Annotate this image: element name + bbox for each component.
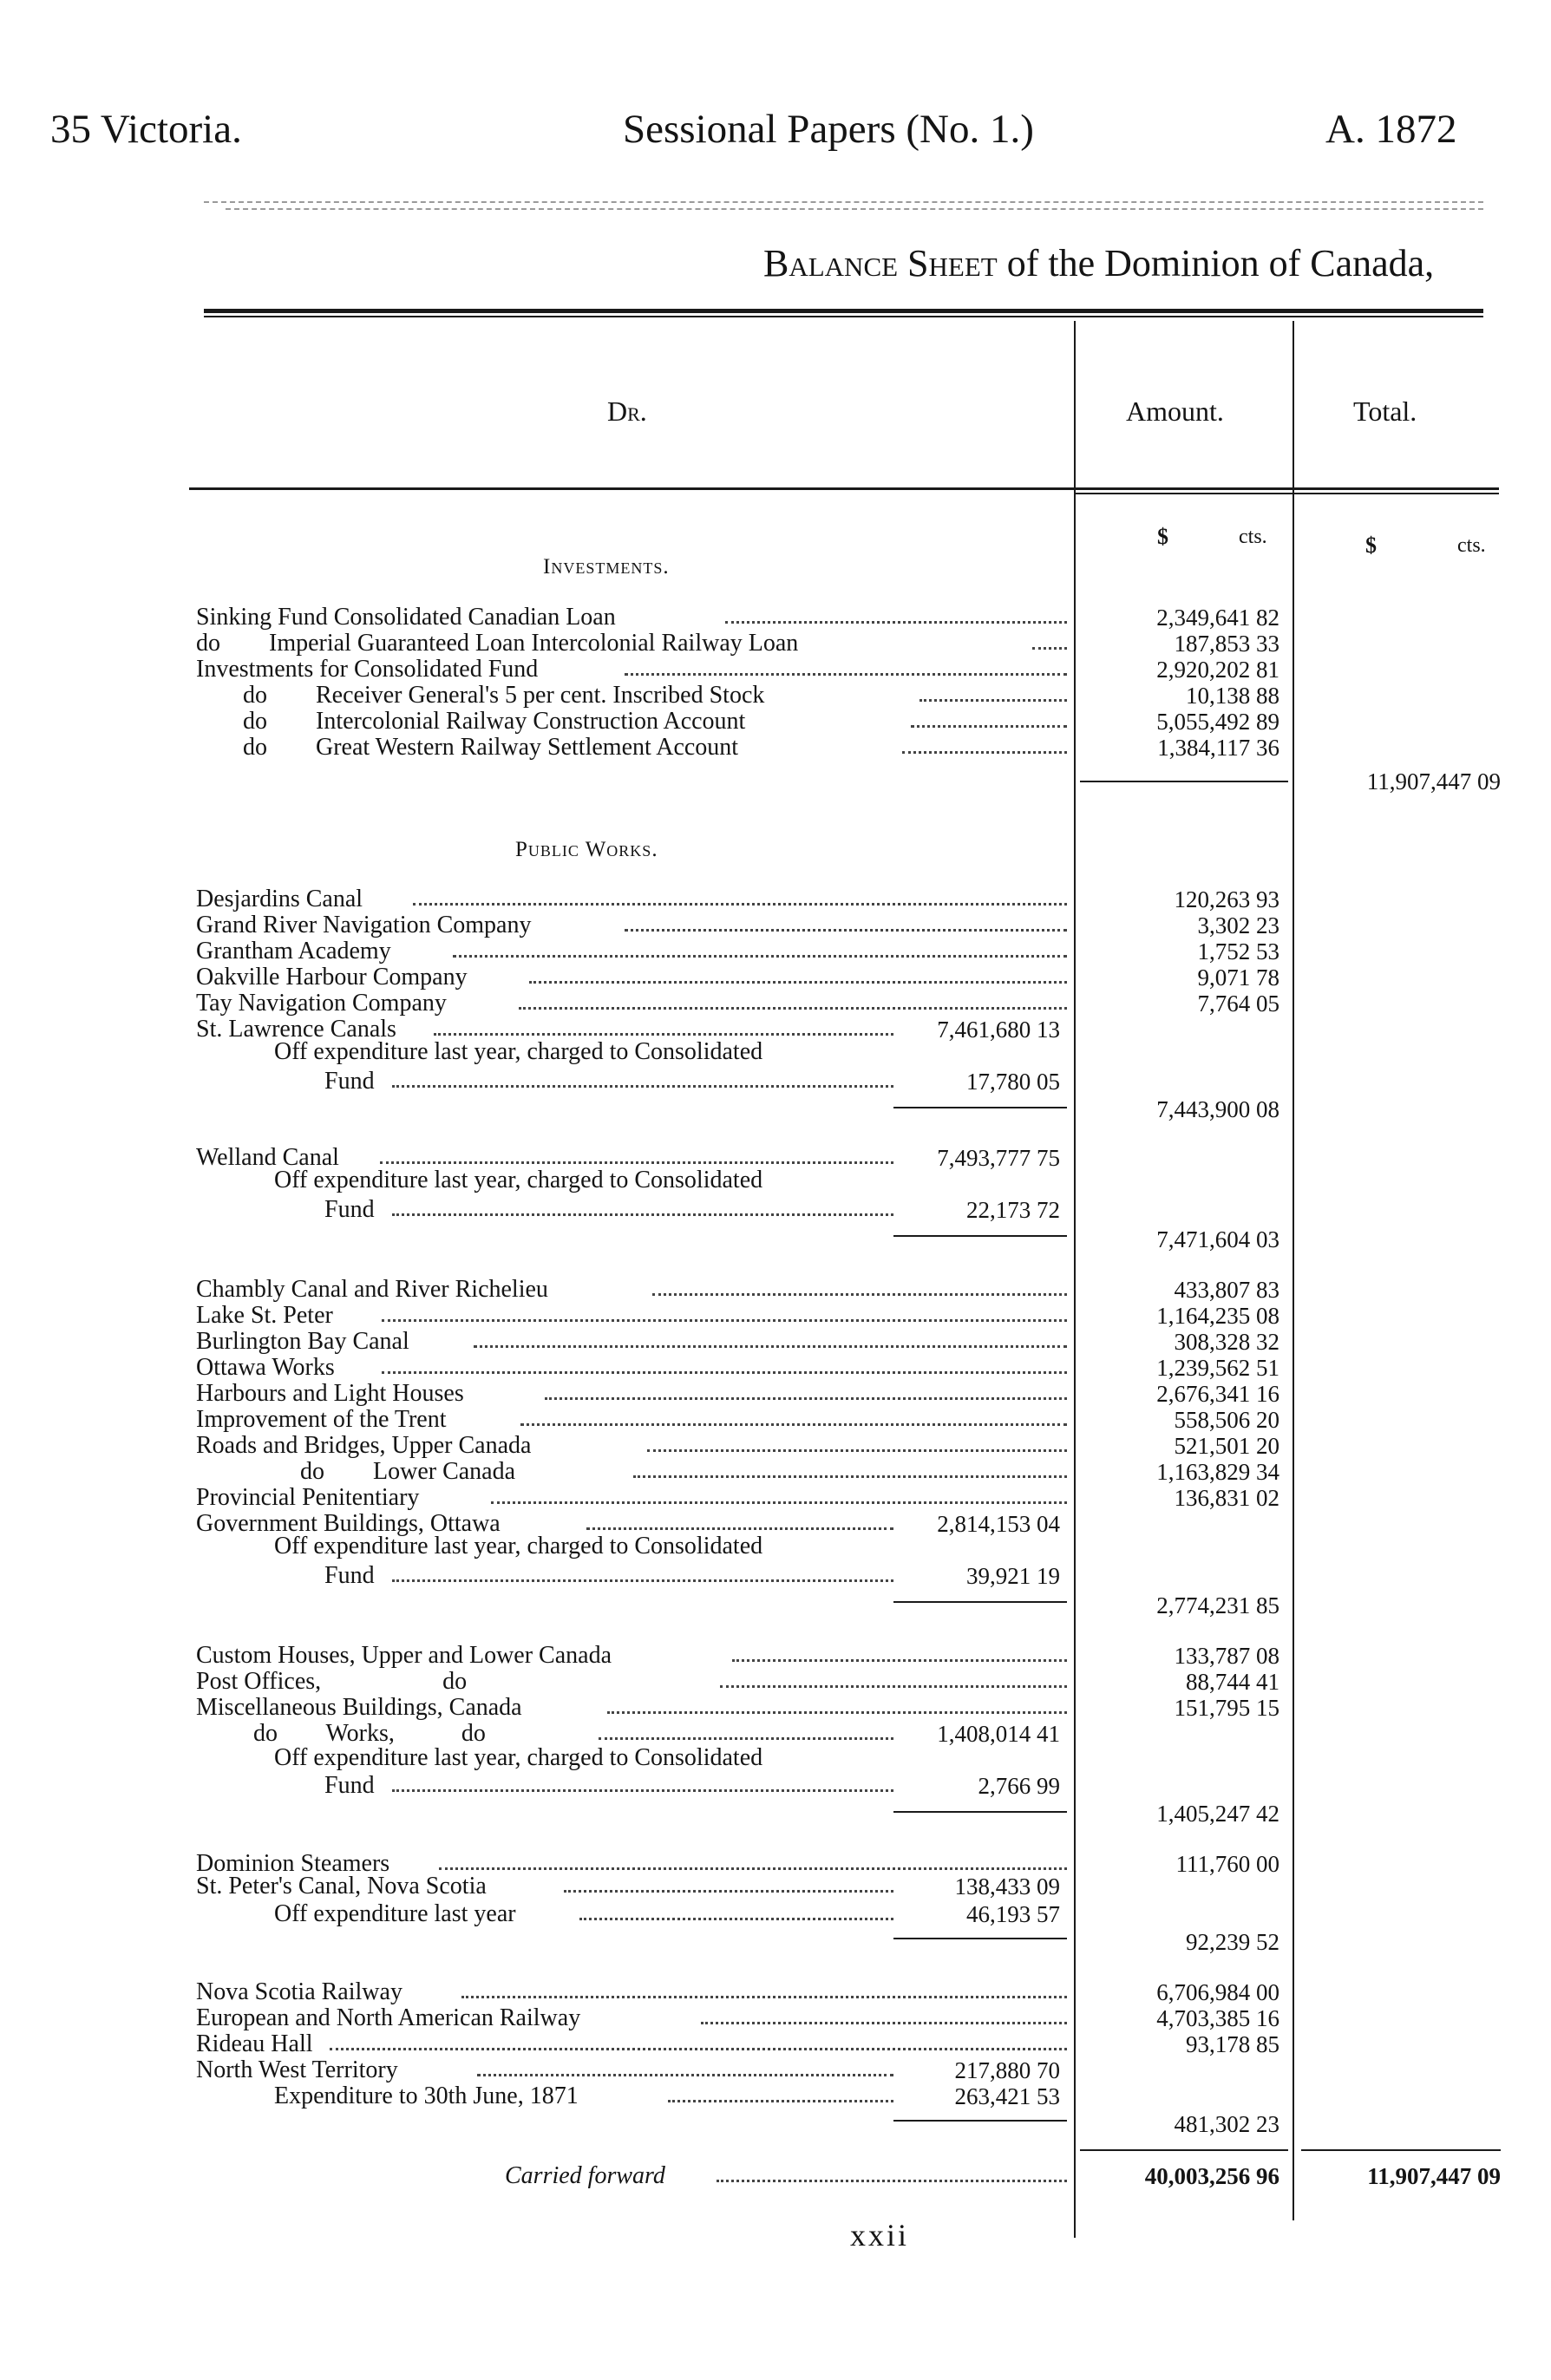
leader-dots — [911, 725, 1067, 728]
row-label: Off expenditure last year, charged to Consolidated — [274, 1744, 763, 1771]
leader-dots — [579, 1918, 893, 1920]
leader-dots — [453, 955, 1067, 958]
ledger-row — [0, 1979, 1551, 2005]
title-caps: Balance Sheet — [763, 242, 998, 284]
leader-dots — [652, 1293, 1067, 1296]
sub-amount: 1,408,014 41 — [937, 1721, 1060, 1747]
ledger-row — [0, 735, 1551, 761]
row-label: Sinking Fund Consolidated Canadian Loan — [196, 604, 616, 631]
ledger-row — [0, 964, 1551, 991]
carried-forward-row — [0, 2163, 1551, 2189]
ledger-row — [0, 1669, 1551, 1695]
amount-dollar-sign: $ — [1157, 524, 1168, 549]
leader-dots — [474, 1345, 1067, 1348]
leader-dots — [380, 1161, 893, 1164]
leader-dots — [461, 1996, 1067, 1998]
leader-dots — [520, 1423, 1067, 1426]
ledger-row — [0, 1773, 1551, 1799]
ledger-row — [0, 2057, 1551, 2083]
row-label: do Great Western Railway Settlement Account — [243, 734, 739, 761]
leader-dots — [477, 2074, 893, 2076]
ledger-row — [0, 657, 1551, 683]
ledger-row — [0, 1069, 1551, 1095]
document-year: A. 1872 — [1325, 107, 1457, 152]
ledger-row — [0, 1329, 1551, 1355]
sub-amount: 2,814,153 04 — [937, 1511, 1060, 1537]
row-amount: 3,302 23 — [1197, 912, 1279, 938]
row-label: Harbours and Light Houses — [196, 1380, 464, 1407]
row-label: Nova Scotia Railway — [196, 1978, 402, 2005]
row-amount: 111,760 00 — [1175, 1851, 1279, 1877]
sub-amount: 17,780 05 — [966, 1069, 1060, 1095]
leader-dots — [732, 1659, 1067, 1662]
sub-amount: 138,433 09 — [954, 1873, 1060, 1899]
row-label: Fund — [324, 1068, 375, 1095]
amount-heading: Amount. — [1126, 396, 1224, 427]
ledger-row — [0, 1277, 1551, 1303]
row-amount: 308,328 32 — [1174, 1329, 1279, 1355]
row-amount: 1,163,829 34 — [1156, 1459, 1279, 1485]
row-amount: 2,349,641 82 — [1156, 605, 1279, 631]
leader-dots — [434, 1033, 893, 1036]
sub-amount: 22,173 72 — [966, 1197, 1060, 1223]
row-label: Grantham Academy — [196, 938, 391, 964]
row-amount: 120,263 93 — [1174, 886, 1279, 912]
row-label: do Lower Canada — [300, 1458, 516, 1485]
row-label: do Works, do — [253, 1720, 486, 1747]
ledger-row — [0, 1801, 1551, 1827]
ledger-row — [0, 2031, 1551, 2057]
sub-amount: 2,766 99 — [978, 1773, 1060, 1799]
row-amount: 1,239,562 51 — [1156, 1355, 1279, 1381]
row-label: Government Buildings, Ottawa — [196, 1510, 501, 1537]
leader-dots — [607, 1711, 1067, 1714]
row-label: Fund — [324, 1196, 375, 1223]
ledger-row — [0, 1592, 1551, 1618]
leader-dots — [392, 1579, 893, 1582]
row-label: Post Offices, do — [196, 1668, 468, 1695]
row-label: do Intercolonial Railway Construction Account — [243, 708, 746, 735]
public-works-heading: Public Works. — [515, 838, 658, 861]
row-amount: 521,501 20 — [1174, 1433, 1279, 1459]
ledger-row — [0, 1873, 1551, 1899]
ledger-row — [0, 1533, 1551, 1559]
ledger-row — [0, 1563, 1551, 1589]
row-label: do Imperial Guaranteed Loan Intercolonial Railway Loan — [196, 630, 799, 657]
row-amount: 1,752 53 — [1197, 938, 1279, 964]
total-heading: Total. — [1353, 396, 1417, 427]
row-amount: 9,071 78 — [1197, 964, 1279, 991]
sub-amount: 39,921 19 — [966, 1563, 1060, 1589]
row-label: Dominion Steamers — [196, 1850, 390, 1877]
ledger-row — [0, 1303, 1551, 1329]
row-label: Desjardins Canal — [196, 886, 363, 912]
leader-dots — [382, 1371, 1067, 1374]
amount-cents-label: cts. — [1239, 526, 1267, 548]
leader-dots — [439, 1867, 1067, 1870]
ledger-row — [0, 2005, 1551, 2031]
sub-amount: 263,421 53 — [954, 2083, 1060, 2109]
leader-dots — [633, 1475, 1067, 1478]
ledger-row — [0, 1901, 1551, 1927]
ledger-row — [0, 1096, 1551, 1122]
ledger-row — [0, 2111, 1551, 2137]
row-label: Lake St. Peter — [196, 1302, 333, 1329]
row-amount: 2,774,231 85 — [1156, 1592, 1279, 1618]
leader-dots — [647, 1449, 1067, 1452]
row-label: Off expenditure last year, charged to Consolidated — [274, 1038, 763, 1065]
row-label: Chambly Canal and River Richelieu — [196, 1276, 548, 1303]
row-label: Fund — [324, 1562, 375, 1589]
leader-dots — [392, 1213, 893, 1216]
row-label: Investments for Consolidated Fund — [196, 656, 539, 683]
ledger-row — [0, 1226, 1551, 1252]
ledger-row — [0, 1381, 1551, 1407]
ledger-row — [0, 912, 1551, 938]
ledger-row — [0, 709, 1551, 735]
row-label: Welland Canal — [196, 1144, 339, 1171]
row-amount: 1,384,117 36 — [1157, 735, 1279, 761]
investments-heading: Investments. — [543, 555, 670, 579]
row-label: European and North American Railway — [196, 2004, 581, 2031]
row-amount: 133,787 08 — [1174, 1643, 1279, 1669]
leader-dots — [519, 1007, 1067, 1010]
ledger-row — [0, 631, 1551, 657]
sub-amount: 46,193 57 — [966, 1901, 1060, 1927]
row-amount: 151,795 15 — [1174, 1695, 1279, 1721]
session-label: 35 Victoria. — [50, 107, 242, 152]
leader-dots — [382, 1319, 1067, 1322]
ledger-row — [0, 886, 1551, 912]
ledger-row — [0, 991, 1551, 1017]
row-label: Burlington Bay Canal — [196, 1328, 409, 1355]
row-label: Custom Houses, Upper and Lower Canada — [196, 1642, 612, 1669]
row-label: Ottawa Works — [196, 1354, 335, 1381]
page-number: xxii — [850, 2218, 910, 2252]
row-amount: 2,920,202 81 — [1156, 657, 1279, 683]
ledger-row — [0, 683, 1551, 709]
row-amount: 7,443,900 08 — [1156, 1096, 1279, 1122]
document-series: Sessional Papers (No. 1.) — [623, 107, 1034, 152]
leader-dots — [586, 1527, 893, 1530]
row-amount: 1,405,247 42 — [1156, 1801, 1279, 1827]
row-amount: 7,471,604 03 — [1156, 1226, 1279, 1252]
row-amount: 136,831 02 — [1174, 1485, 1279, 1511]
ledger-row — [0, 1407, 1551, 1433]
leader-dots — [720, 1685, 1067, 1688]
row-label: St. Peter's Canal, Nova Scotia — [196, 1873, 487, 1899]
leader-dots — [491, 1501, 1067, 1504]
row-label: Provincial Penitentiary — [196, 1484, 420, 1511]
ledger-row — [0, 1745, 1551, 1771]
leader-dots — [599, 1737, 893, 1740]
ledger-row — [0, 1355, 1551, 1381]
leader-dots — [902, 751, 1067, 754]
row-label: North West Territory — [196, 2056, 398, 2083]
row-label: Off expenditure last year — [274, 1900, 516, 1927]
leader-dots — [392, 1789, 893, 1792]
leader-dots — [1032, 647, 1067, 650]
total-cents-label: cts. — [1457, 534, 1486, 557]
leader-dots — [545, 1397, 1067, 1400]
row-amount: 4,703,385 16 — [1156, 2005, 1279, 2031]
row-label: Grand River Navigation Company — [196, 912, 532, 938]
sub-amount: 7,493,777 75 — [937, 1145, 1060, 1171]
row-amount: 10,138 88 — [1186, 683, 1279, 709]
ledger-row — [0, 1459, 1551, 1485]
row-label: Improvement of the Trent — [196, 1406, 447, 1433]
ledger-row — [0, 1433, 1551, 1459]
leader-dots — [919, 699, 1067, 702]
row-label: Rideau Hall — [196, 2030, 313, 2057]
ledger-row — [0, 1039, 1551, 1065]
row-amount: 5,055,492 89 — [1156, 709, 1279, 735]
total-rule — [1080, 2149, 1288, 2151]
row-amount: 6,706,984 00 — [1156, 1979, 1279, 2005]
row-label: Expenditure to 30th June, 1871 — [274, 2082, 579, 2109]
ledger-row — [0, 605, 1551, 631]
row-amount: 7,764 05 — [1197, 991, 1279, 1017]
row-amount: 481,302 23 — [1174, 2111, 1279, 2137]
leader-dots — [564, 1890, 893, 1893]
dr-heading: Dr. — [607, 396, 647, 427]
row-label: Oakville Harbour Company — [196, 964, 468, 991]
row-amount: 92,239 52 — [1186, 1929, 1279, 1955]
ledger-row — [0, 1167, 1551, 1193]
row-label: St. Lawrence Canals — [196, 1016, 396, 1043]
title-rest: of the Dominion of Canada, — [997, 242, 1435, 284]
ledger-row — [0, 1721, 1551, 1747]
row-amount: 2,676,341 16 — [1156, 1381, 1279, 1407]
leader-dots — [625, 673, 1067, 676]
row-amount: 433,807 83 — [1174, 1277, 1279, 1303]
row-label: Tay Navigation Company — [196, 990, 447, 1017]
carried-forward-total: 11,907,447 09 — [1367, 2163, 1501, 2189]
leader-dots — [717, 2180, 1067, 2182]
sub-amount: 7,461,680 13 — [937, 1017, 1060, 1043]
leader-dots — [668, 2100, 893, 2102]
leader-dots — [701, 2022, 1067, 2024]
ledger-row — [0, 1197, 1551, 1223]
row-label: Miscellaneous Buildings, Canada — [196, 1694, 522, 1721]
row-amount: 93,178 85 — [1186, 2031, 1279, 2057]
ledger-row — [0, 938, 1551, 964]
carried-forward-label: Carried forward — [505, 2162, 665, 2189]
ledger-row — [0, 1695, 1551, 1721]
leader-dots — [330, 2048, 1067, 2050]
leader-dots — [725, 621, 1067, 624]
carried-forward-amount: 40,003,256 96 — [1144, 2163, 1279, 2189]
row-amount: 187,853 33 — [1174, 631, 1279, 657]
total-dollar-sign: $ — [1365, 533, 1377, 558]
ledger-row — [0, 2083, 1551, 2109]
row-label: Fund — [324, 1772, 375, 1799]
row-amount: 1,164,235 08 — [1156, 1303, 1279, 1329]
row-label: Off expenditure last year, charged to Consolidated — [274, 1533, 763, 1559]
ledger-row — [0, 1929, 1551, 1955]
ledger-row — [0, 1485, 1551, 1511]
leader-dots — [625, 929, 1067, 932]
row-label: Off expenditure last year, charged to Consolidated — [274, 1167, 763, 1193]
ledger-row — [0, 768, 1551, 794]
row-label: do Receiver General's 5 per cent. Inscribed Stock — [243, 682, 765, 709]
leader-dots — [413, 903, 1067, 906]
total-rule — [1301, 2149, 1501, 2151]
row-amount: 88,744 41 — [1186, 1669, 1279, 1695]
leader-dots — [529, 981, 1067, 984]
sub-amount: 217,880 70 — [954, 2057, 1060, 2083]
row-label: Roads and Bridges, Upper Canada — [196, 1432, 532, 1459]
ledger-row — [0, 1643, 1551, 1669]
investments-total: 11,907,447 09 — [1366, 768, 1501, 794]
leader-dots — [392, 1085, 893, 1088]
row-amount: 558,506 20 — [1174, 1407, 1279, 1433]
